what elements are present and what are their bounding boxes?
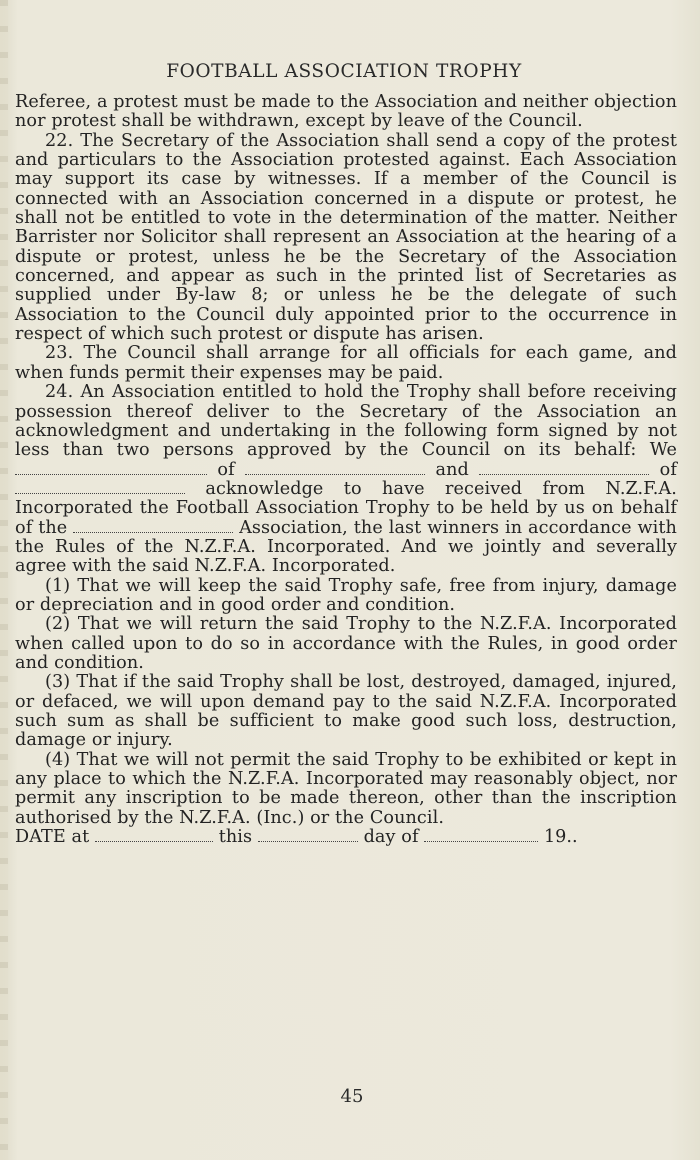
clause-3: (3) That if the said Trophy shall be lost, destroyed, damaged, injured, or defaced, we will upon demand pay to the said N.Z.F.A. Incorporated such sum as shall be sufficient to make good such loss, destruction, damage or injury. [15, 672, 677, 751]
blank-name-1 [15, 462, 207, 475]
clause-1: (1) That we will keep the said Trophy safe, free from injury, damage or depreciation and in good order and condition. [15, 575, 677, 615]
blank-address-1 [245, 462, 425, 475]
clause-4: (4) That we will not permit the said Trophy to be exhibited or kept in any place to which the N.Z.F.A. Incorporated may reasonably object, nor permit any inscription to be made thereon, other than the inscription authorised by the N.Z.F.A. (Inc.) or the Council. [15, 749, 677, 828]
paragraph-23: 23. The Council shall arrange for all officials for each game, and when funds permit their expenses may be paid. [15, 343, 677, 383]
p24-text-a: 24. An Association entitled to hold the Trophy shall before receiving possession thereof deliver to the Secretary of the Association an acknowledgment and undertaking in the following form signed by not less than two persons approved by the Council on its behalf: We [15, 382, 677, 461]
paragraph-22: 22. The Secretary of the Association shall send a copy of the protest and particulars to the Association protested against. Each Association may support its case by witnesses. If a member of the Council is connected with an Association concerned in a dispute or protest, he shall not be entitled to vote in the determination of the matter. Neither Barrister nor Solicitor shall represent an Association at the hearing of a dispute or protest, unless he be the Secretary of the Association concerned, and appear as such in the printed list of Secretaries as supplied under By-law 8; or unless he be the delegate of such Association to the Council duly appointed prior to the occurrence in respect of which such protest or dispute has arisen. [15, 130, 677, 345]
p24-text-e: acknowledge to have received from N.Z.F.A. Incorporated the Football Association Trophy to be held by us on behalf of the [15, 478, 677, 538]
blank-association [73, 520, 233, 533]
date-this: this [218, 827, 253, 848]
page-number: 45 [340, 1086, 364, 1107]
paragraph-continuation: Referee, a protest must be made to the Association and neither objection nor protest shall be withdrawn, except by leave of the Council. [15, 92, 677, 132]
blank-month [424, 829, 538, 842]
blank-address-2 [15, 481, 185, 494]
blank-day [258, 829, 358, 842]
p24-text-d: of [659, 459, 677, 480]
date-label: DATE at [15, 827, 90, 848]
page-body [15, 93, 677, 847]
blank-place [95, 829, 213, 842]
clause-2: (2) That we will return the said Trophy to the N.Z.F.A. Incorporated when called upon to do so in accordance with the Rules, in good order and condition. [15, 614, 677, 673]
page-edge-shadow [0, 0, 8, 1160]
date-line [15, 828, 677, 847]
p24-text-c: and [435, 459, 469, 480]
running-header: FOOTBALL ASSOCIATION TROPHY [166, 61, 522, 82]
blank-name-2 [479, 462, 649, 475]
date-year: 19.. [543, 827, 578, 848]
date-day-of: day of [363, 827, 419, 848]
p24-text-b: of [217, 459, 235, 480]
paragraph-24 [15, 383, 677, 576]
p24-text-f: Association, the last winners in accordance with the Rules of the N.Z.F.A. Incorporated. And we jointly and severally agree with the said N.Z.F.A. Incorporated. [15, 517, 677, 577]
